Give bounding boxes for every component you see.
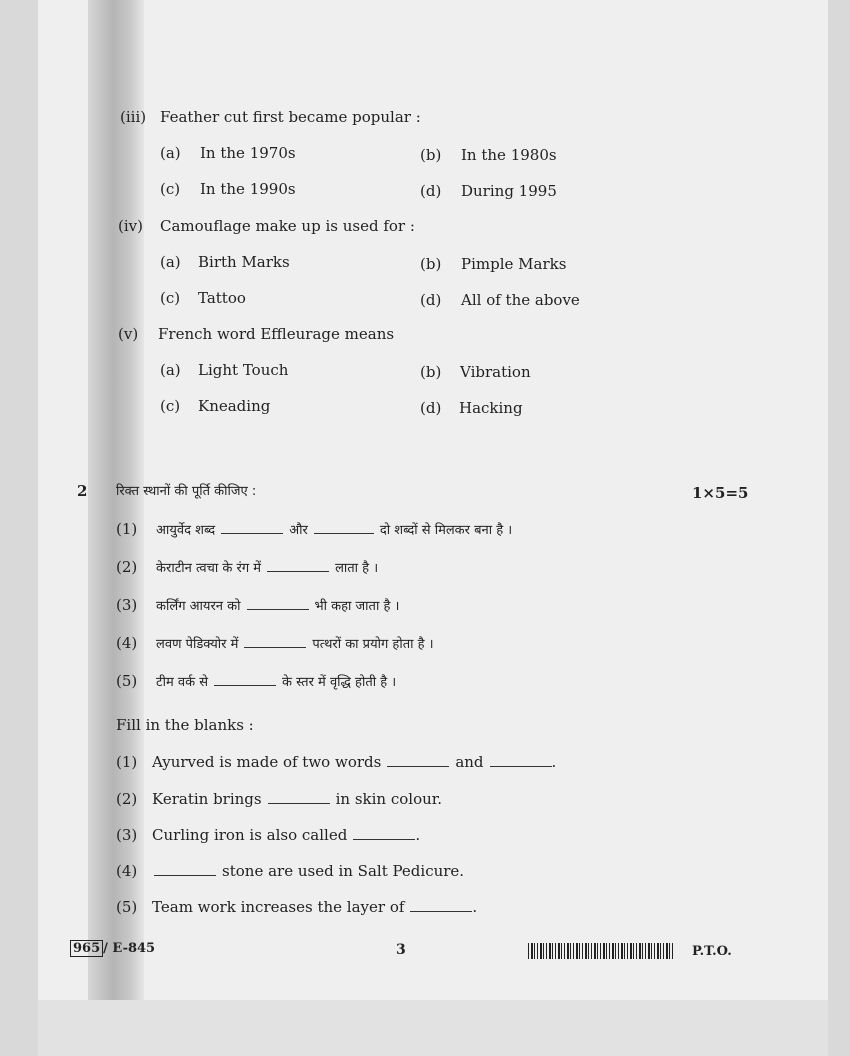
hindi-item-4-part-a: लवण पेडिक्योर में (156, 637, 239, 652)
option-iv-b: Pimple Marks (461, 255, 567, 273)
english-item-5 (116, 898, 477, 916)
paper-code (70, 940, 155, 958)
option-v-b: Vibration (460, 363, 531, 381)
hindi-item-4-part-b: पत्थरों का प्रयोग होता है । (312, 637, 434, 652)
option-iii-b-key: (b) (420, 146, 442, 164)
option-v-c: Kneading (198, 397, 271, 415)
question-v-text: French word Effleurage means (158, 325, 395, 343)
paper-code-box: 965 (70, 940, 103, 957)
blank-line (244, 635, 306, 648)
english-item-5-part-b: . (472, 898, 478, 916)
barcode-icon (528, 943, 674, 959)
english-item-5-number: (5) (116, 898, 138, 916)
blank-line (353, 827, 415, 840)
english-item-5-part-a: Team work increases the layer of (152, 898, 405, 916)
english-item-3 (116, 826, 420, 844)
hindi-item-3-part-a: कर्लिंग आयरन को (156, 599, 241, 614)
option-v-d: Hacking (459, 399, 523, 417)
blank-line (154, 863, 216, 876)
option-iv-c-key: (c) (160, 289, 181, 307)
question-2-marks: 1×5=5 (692, 484, 749, 502)
option-iii-c: In the 1990s (200, 180, 296, 198)
english-item-1-part-a: Ayurved is made of two words (152, 753, 382, 771)
option-v-a-key: (a) (160, 361, 181, 379)
english-item-1-number: (1) (116, 753, 138, 771)
option-v-d-key: (d) (420, 399, 442, 417)
english-item-1-part-c: . (551, 753, 557, 771)
hindi-item-1 (116, 520, 512, 540)
hindi-item-2 (116, 558, 378, 578)
option-iv-a-key: (a) (160, 253, 181, 271)
option-iii-a: In the 1970s (200, 144, 296, 162)
option-v-c-key: (c) (160, 397, 181, 415)
hindi-item-3-part-b: भी कहा जाता है । (314, 599, 400, 614)
english-item-3-part-a: Curling iron is also called (152, 826, 348, 844)
option-iv-c: Tattoo (198, 289, 246, 307)
english-item-3-part-b: . (415, 826, 421, 844)
page-bottom-band (38, 1000, 828, 1056)
blank-line (221, 521, 283, 534)
hindi-item-5-number: (5) (116, 672, 138, 690)
english-item-4 (116, 862, 464, 880)
pto-label: P.T.O. (692, 944, 732, 959)
hindi-item-1-number: (1) (116, 520, 138, 538)
blank-line (410, 899, 472, 912)
hindi-item-2-part-a: केराटीन त्वचा के रंग में (156, 561, 262, 576)
english-item-2 (116, 790, 442, 808)
hindi-item-3 (116, 596, 399, 616)
option-v-b-key: (b) (420, 363, 442, 381)
question-iv-text: Camouflage make up is used for : (160, 217, 415, 235)
english-item-1-part-b: and (455, 753, 484, 771)
hindi-item-4-number: (4) (116, 634, 138, 652)
english-item-1 (116, 753, 556, 771)
option-iii-b: In the 1980s (461, 146, 557, 164)
question-v-number: (v) (118, 325, 139, 343)
english-item-4-number: (4) (116, 862, 138, 880)
english-item-2-part-b: in skin colour. (335, 790, 443, 808)
blank-line (490, 754, 552, 767)
option-iv-d-key: (d) (420, 291, 442, 309)
hindi-item-1-part-b: और (289, 523, 308, 538)
option-v-a: Light Touch (198, 361, 289, 379)
option-iii-c-key: (c) (160, 180, 181, 198)
blank-line (267, 559, 329, 572)
option-iii-a-key: (a) (160, 144, 181, 162)
blank-line (387, 754, 449, 767)
hindi-item-1-part-a: आयुर्वेद शब्द (156, 523, 216, 538)
english-item-2-part-a: Keratin brings (152, 790, 262, 808)
question-iii-text: Feather cut first became popular : (160, 108, 421, 126)
option-iv-d: All of the above (461, 291, 580, 309)
question-2-number: 2 (77, 482, 88, 500)
blank-line (314, 521, 374, 534)
blank-line (268, 791, 330, 804)
option-iv-b-key: (b) (420, 255, 442, 273)
question-iii-number: (iii) (120, 108, 147, 126)
page-number: 3 (396, 942, 406, 958)
question-2-hindi-heading: रिक्त स्थानों की पूर्ति कीजिए : (116, 484, 257, 499)
english-item-3-number: (3) (116, 826, 138, 844)
hindi-item-2-number: (2) (116, 558, 138, 576)
blank-line (247, 597, 309, 610)
hindi-item-4 (116, 634, 434, 654)
hindi-item-2-part-b: लाता है । (335, 561, 379, 576)
hindi-item-5-part-b: के स्तर में वृद्धि होती है । (282, 675, 397, 690)
hindi-item-1-part-c: दो शब्दों से मिलकर बना है । (379, 523, 513, 538)
blank-line (214, 673, 276, 686)
english-item-2-number: (2) (116, 790, 138, 808)
hindi-item-3-number: (3) (116, 596, 138, 614)
option-iii-d: During 1995 (461, 182, 557, 200)
option-iii-d-key: (d) (420, 182, 442, 200)
option-iv-a: Birth Marks (198, 253, 290, 271)
hindi-item-5 (116, 672, 396, 692)
fill-blanks-english-heading: Fill in the blanks : (116, 716, 254, 734)
hindi-item-5-part-a: टीम वर्क से (156, 675, 208, 690)
english-item-4-part-b: stone are used in Salt Pedicure. (222, 862, 465, 880)
question-iv-number: (iv) (118, 217, 143, 235)
paper-code-rest: / E-845 (103, 941, 156, 956)
